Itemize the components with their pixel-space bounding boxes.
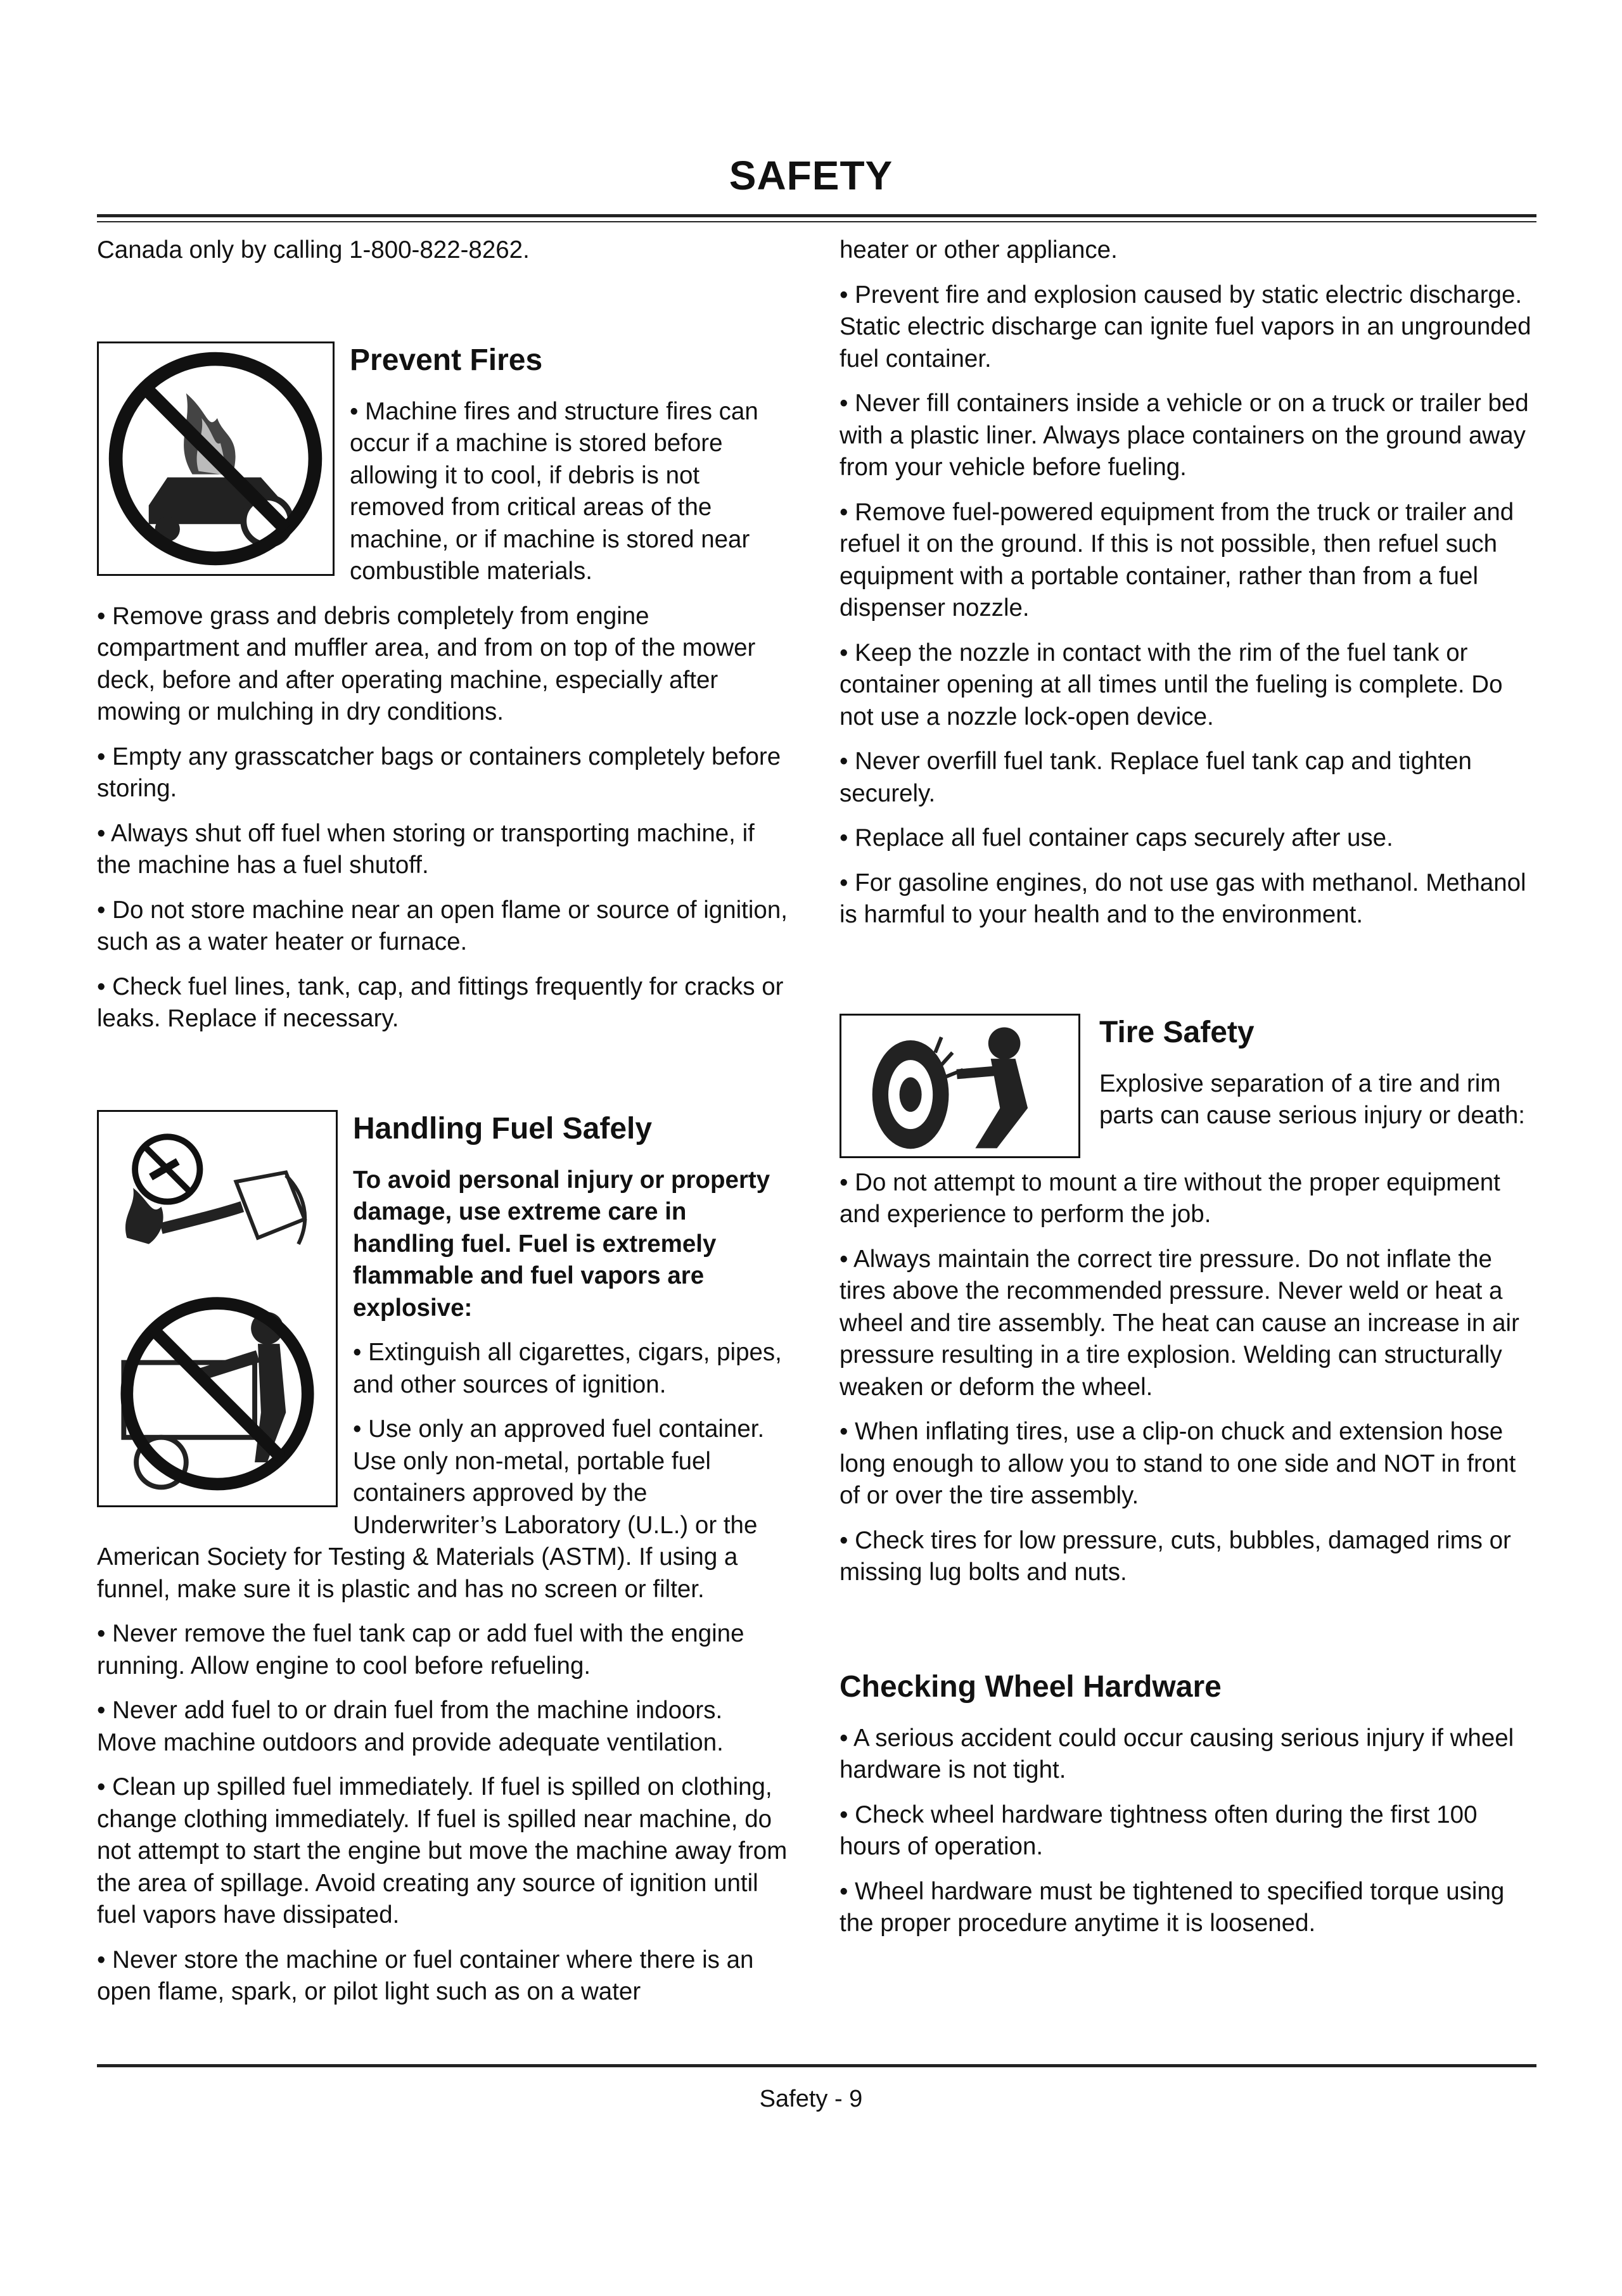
fuel-safety-icon (97, 1110, 338, 1507)
no-fire-icon (97, 341, 335, 576)
fuel-warning-text: To avoid personal injury or property damage, use extreme care in handling fuel. Fuel is extremely flammable and fuel vapors are explosive: (353, 1166, 770, 1322)
list-item: • Never add fuel to or drain fuel from the machine indoors. Move machine outdoors and provide adequate ventilation. (97, 1697, 724, 1756)
list-item: • Remove fuel-powered equipment from the truck or trailer and refuel it on the ground. If this is not possible, then refuel such equipment with a portable container, rather than from a fuel dispenser nozzle. (840, 498, 1514, 622)
list-item: • Check wheel hardware tightness often during the first 100 hours of operation. (840, 1801, 1478, 1860)
list-item: • A serious accident could occur causing serious injury if wheel hardware is not tight. (840, 1724, 1514, 1783)
list-item: • Empty any grasscatcher bags or containers completely before storing. (97, 743, 781, 802)
list-item: • Do not store machine near an open flame or source of ignition, such as a water heater or furnace. (97, 896, 788, 955)
list-item: • Do not attempt to mount a tire without the proper equipment and experience to perform the job. (840, 1168, 1500, 1228)
list-item: • Check fuel lines, tank, cap, and fittings frequently for cracks or leaks. Replace if necessary. (97, 973, 784, 1032)
list-item: • Never overfill fuel tank. Replace fuel tank cap and tighten securely. (840, 748, 1472, 807)
list-item: • Never store the machine or fuel container where there is an open flame, spark, or pilot light such as on a water (97, 1946, 754, 2005)
prevent-fires-heading: Prevent Fires (350, 343, 543, 377)
list-item: • Replace all fuel container caps securely after use. (840, 824, 1393, 851)
wheel-hardware-section (840, 1668, 1536, 1940)
tire-safety-heading: Tire Safety (1099, 1015, 1255, 1049)
list-item: • Never fill containers inside a vehicle or on a truck or trailer bed with a plastic liner. Always place containers on the ground away from your vehicle before fueling. (840, 390, 1529, 481)
footer-rule (97, 2064, 1536, 2067)
right-column (840, 234, 1536, 1953)
list-item: • When inflating tires, use a clip-on chuck and extension hose long enough to allow you to stand to one side and NOT in front of or over the tire assembly. (840, 1418, 1516, 1509)
tire-intro-text: Explosive separation of a tire and rim parts can cause serious injury or death: (1099, 1069, 1525, 1129)
intro-text: Canada only by calling 1-800-822-8262. (97, 236, 530, 264)
wheel-hardware-heading: Checking Wheel Hardware (840, 1669, 1222, 1704)
tire-explosion-icon (840, 1014, 1080, 1158)
page-number: Safety - 9 (759, 2086, 863, 2112)
list-item: • Check tires for low pressure, cuts, bubbles, damaged rims or missing lug bolts and nuts. (840, 1526, 1511, 1586)
list-item: • Remove grass and debris completely from engine compartment and muffler area, and from on top of the mower deck, before and after operating machine, especially after mowing or mulching in dry conditions. (97, 602, 756, 725)
list-item: • Never remove the fuel tank cap or add fuel with the engine running. Allow engine to cool before refueling. (97, 1620, 744, 1680)
handling-fuel-heading: Handling Fuel Safely (353, 1111, 653, 1145)
list-item: • Use only an approved fuel container. Use only non-metal, portable fuel containers approved by the Underwriter’s Laboratory (U.L.) or the American Society for Testing & Materials (ASTM). If using a funnel, make sure it is plastic and has no screen or filter. (97, 1415, 765, 1603)
list-item: • Keep the nozzle in contact with the rim of the fuel tank or container opening at all times until the fueling is complete. Do not use a nozzle lock-open device. (840, 639, 1503, 730)
page-title: SAFETY (729, 153, 893, 198)
handling-fuel-section (97, 1110, 788, 2008)
header-rule (97, 214, 1536, 222)
list-item: • For gasoline engines, do not use gas with methanol. Methanol is harmful to your health and to the environment. (840, 869, 1526, 928)
tire-safety-section (840, 1014, 1536, 1589)
list-item: • Extinguish all cigarettes, cigars, pipes, and other sources of ignition. (353, 1339, 782, 1398)
prevent-fires-section (97, 341, 788, 1035)
list-item: • Clean up spilled fuel immediately. If fuel is spilled on clothing, change clothing immediately. If fuel is spilled near machine, do not attempt to start the engine but move the machine away from the area of spillage. Avoid creating any source of ignition until fuel vapors have dissipated. (97, 1773, 788, 1929)
continued-text: heater or other appliance. (840, 236, 1118, 264)
left-column (97, 234, 788, 2008)
list-item: • Always shut off fuel when storing or transporting machine, if the machine has a fuel shutoff. (97, 819, 755, 879)
list-item: • Wheel hardware must be tightened to specified torque using the proper procedure anytime it is loosened. (840, 1877, 1505, 1937)
list-item: • Machine fires and structure fires can occur if a machine is stored before allowing it to cool, if debris is not removed from critical areas of the machine, or if machine is stored near combustible materials. (350, 397, 758, 585)
list-item: • Always maintain the correct tire pressure. Do not inflate the tires above the recommended pressure. Never weld or heat a wheel and tire assembly. The heat can cause an increase in air pressure resulting in a tire explosion. Welding can structurally weaken or deform the wheel. (840, 1245, 1519, 1401)
list-item: • Prevent fire and explosion caused by static electric discharge. Static electric discharge can ignite fuel vapors in an ungrounded fuel container. (840, 281, 1531, 373)
